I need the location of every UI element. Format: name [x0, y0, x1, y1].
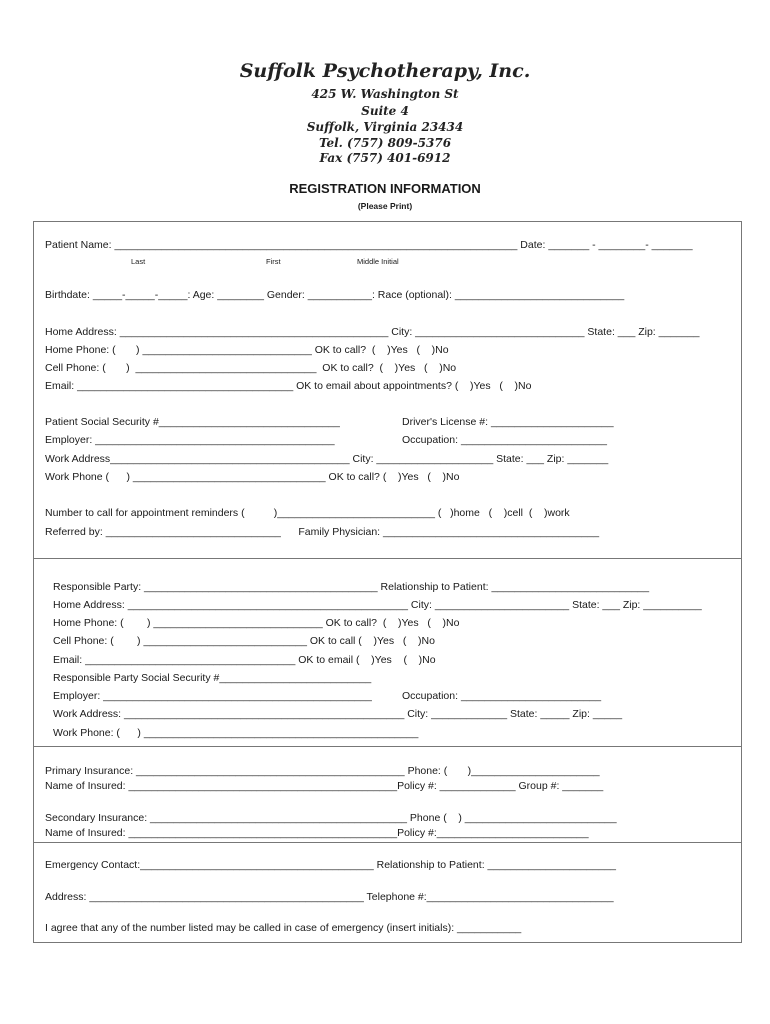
secondary-insured-field[interactable]: Name of Insured: ______________________________________________Policy #:__________________________ — [45, 827, 589, 839]
form-subtitle: (Please Print) — [357, 201, 413, 211]
street-address: 425 W. Washington St — [311, 87, 459, 101]
emergency-address-field[interactable]: Address: _______________________________________________ Telephone #:________________________________ — [45, 891, 614, 903]
ssn-field[interactable]: Patient Social Security #_______________________________ — [45, 416, 340, 428]
work-address-field[interactable]: Work Address_________________________________________ City: ____________________ State: ___ Zip: _______ — [45, 453, 609, 465]
rp-home-address-field[interactable]: Home Address: ________________________________________________ City: _______________________ State: ___ Zip: __________ — [53, 599, 702, 611]
home-address-field[interactable]: Home Address: ______________________________________________ City: _____________________________ State: ___ Zip: _______ — [45, 326, 700, 338]
rp-occupation-field[interactable]: Occupation: ________________________ — [402, 690, 602, 702]
birthdate-field[interactable]: Birthdate: _____-_____-_____: Age: ________ Gender: ___________: Race (optional): _____________________________ — [45, 289, 625, 301]
rp-work-address-field[interactable]: Work Address: ________________________________________________ City: _____________ State: _____ Zip: _____ — [53, 708, 623, 720]
reminder-phone-field[interactable]: Number to call for appointment reminders ( )___________________________ ( )home ( )cell ( )work — [45, 507, 570, 519]
patient-name-field[interactable]: Patient Name: _____________________________________________________________________ Date: _______ - ________- _______ — [45, 239, 693, 251]
rp-email-field[interactable]: Email: ____________________________________ OK to email ( )Yes ( )No — [53, 654, 436, 666]
name-first-label: First — [266, 257, 281, 266]
rp-home-phone-field[interactable]: Home Phone: ( ) _____________________________ OK to call? ( )Yes ( )No — [53, 617, 460, 629]
drivers-license-field[interactable]: Driver's License #: _____________________ — [402, 416, 614, 428]
emergency-contact-field[interactable]: Emergency Contact:________________________________________ Relationship to Patient: ______________________ — [45, 859, 616, 871]
rp-cell-phone-field[interactable]: Cell Phone: ( ) ____________________________ OK to call ( )Yes ( )No — [53, 635, 435, 647]
secondary-insurance-field[interactable]: Secondary Insurance: ____________________________________________ Phone ( ) __________________________ — [45, 812, 617, 824]
emergency-consent-field[interactable]: I agree that any of the number listed may be called in case of emergency (insert initials): ___________ — [45, 922, 522, 934]
suite: Suite 4 — [361, 104, 409, 118]
form-title: REGISTRATION INFORMATION — [289, 181, 481, 196]
rp-employer-field[interactable]: Employer: ______________________________________________ — [53, 690, 372, 702]
email-field[interactable]: Email: _____________________________________ OK to email about appointments? ( )Yes ( )No — [45, 380, 532, 392]
telephone-number: Tel. (757) 809-5376 — [318, 136, 452, 150]
organization-name: Suffolk Psychotherapy, Inc. — [239, 60, 531, 82]
fax-number: Fax (757) 401-6912 — [319, 151, 451, 165]
work-phone-field[interactable]: Work Phone ( ) _________________________________ OK to call? ( )Yes ( )No — [45, 471, 460, 483]
rp-ssn-field[interactable]: Responsible Party Social Security #__________________________ — [53, 672, 372, 684]
occupation-field[interactable]: Occupation: _________________________ — [402, 434, 607, 446]
home-phone-field[interactable]: Home Phone: ( ) _____________________________ OK to call? ( )Yes ( )No — [45, 344, 449, 356]
rp-work-phone-field[interactable]: Work Phone: ( ) _______________________________________________ — [53, 727, 419, 739]
city-state-zip: Suffolk, Virginia 23434 — [306, 120, 464, 134]
name-last-label: Last — [131, 257, 146, 266]
referred-by-field[interactable]: Referred by: ______________________________ Family Physician: _____________________________________ — [45, 526, 600, 538]
employer-field[interactable]: Employer: _________________________________________ — [45, 434, 335, 446]
primary-insurance-field[interactable]: Primary Insurance: ______________________________________________ Phone: ( )______________________ — [45, 765, 600, 777]
name-middle-label: Middle Initial — [357, 257, 399, 266]
primary-insured-field[interactable]: Name of Insured: ______________________________________________Policy #: _____________ Group #: _______ — [45, 780, 604, 792]
cell-phone-field[interactable]: Cell Phone: ( ) _______________________________ OK to call? ( )Yes ( )No — [45, 362, 457, 374]
responsible-party-field[interactable]: Responsible Party: ________________________________________ Relationship to Patient: ___________________________ — [53, 581, 650, 593]
